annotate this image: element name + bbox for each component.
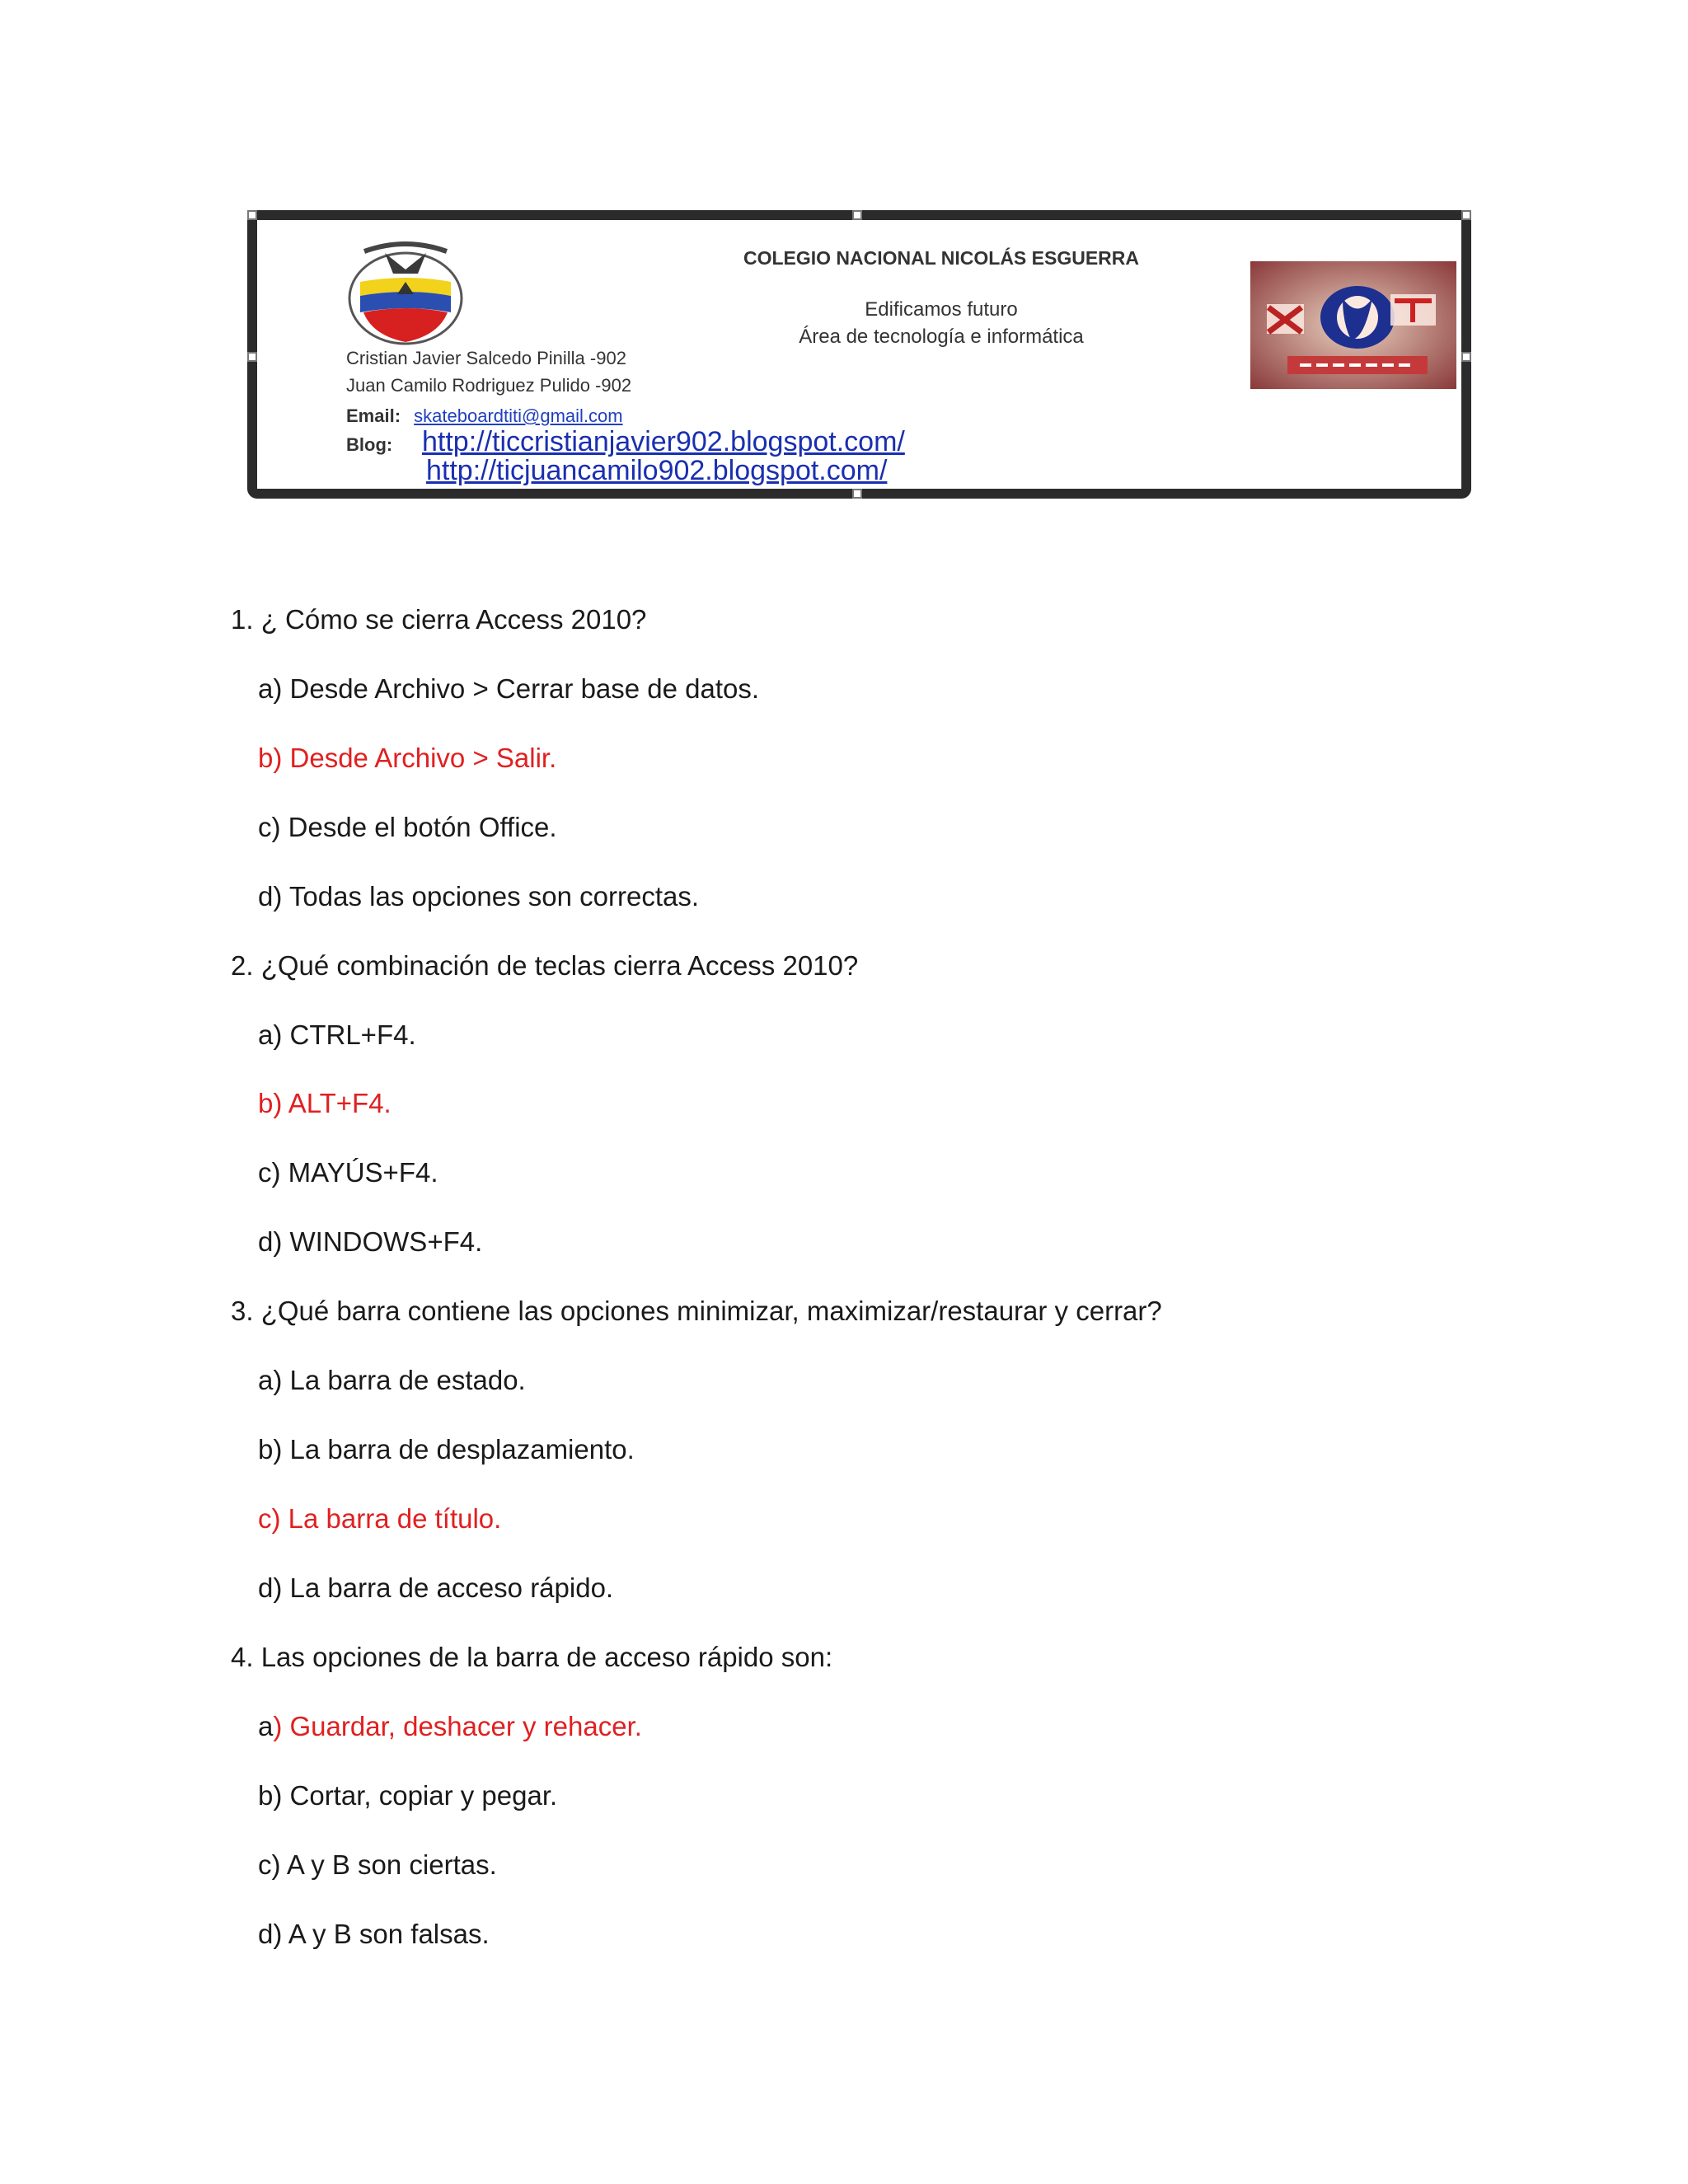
option-3b: b) La barra de desplazamiento.	[258, 1434, 635, 1465]
resize-handle-top-left[interactable]	[247, 210, 257, 220]
option-1d: d) Todas las opciones son correctas.	[258, 881, 700, 912]
option-3d: d) La barra de acceso rápido.	[258, 1572, 614, 1603]
option-4a-prefix: a	[258, 1711, 274, 1741]
option-2b-correct: b) ALT+F4.	[258, 1088, 392, 1118]
resize-handle-bottom[interactable]	[852, 489, 862, 499]
option-4c: c) A y B son ciertas.	[258, 1849, 497, 1880]
resize-handle-top-right[interactable]	[1461, 210, 1471, 220]
question-1: 1. ¿ Cómo se cierra Access 2010?	[231, 604, 647, 635]
question-3: 3. ¿Qué barra contiene las opciones minimizar, maximizar/restaurar y cerrar?	[231, 1296, 1162, 1326]
resize-handle-right[interactable]	[1461, 352, 1471, 362]
blog-label: Blog:	[346, 434, 393, 455]
option-4b: b) Cortar, copiar y pegar.	[258, 1780, 558, 1811]
student-name-2: Juan Camilo Rodriguez Pulido -902	[346, 375, 632, 396]
student-name-1: Cristian Javier Salcedo Pinilla -902	[346, 348, 626, 368]
school-motto: Edificamos futuro	[865, 298, 1018, 321]
email-row	[346, 405, 623, 427]
option-4a-text: ) Guardar, deshacer y rehacer.	[273, 1711, 642, 1741]
option-4a-correct	[258, 1711, 642, 1742]
option-2d: d) WINDOWS+F4.	[258, 1226, 483, 1257]
tic-logo-icon	[1250, 261, 1456, 389]
school-crest-icon	[344, 237, 467, 348]
blog-link-2[interactable]: http://ticjuancamilo902.blogspot.com/	[426, 455, 888, 486]
option-1a: a) Desde Archivo > Cerrar base de datos.	[258, 673, 760, 704]
school-name: COLEGIO NACIONAL NICOLÁS ESGUERRA	[743, 247, 1140, 269]
school-area: Área de tecnología e informática	[799, 326, 1084, 348]
option-3c-correct: c) La barra de título.	[258, 1503, 502, 1534]
blog-link-1[interactable]: http://ticcristianjavier902.blogspot.com/	[422, 426, 905, 457]
option-1b-correct: b) Desde Archivo > Salir.	[258, 743, 557, 773]
resize-handle-top[interactable]	[852, 210, 862, 220]
option-2c: c) MAYÚS+F4.	[258, 1157, 438, 1188]
resize-handle-left[interactable]	[247, 352, 257, 362]
option-3a: a) La barra de estado.	[258, 1365, 526, 1395]
option-2a: a) CTRL+F4.	[258, 1019, 416, 1050]
option-4d: d) A y B son falsas.	[258, 1919, 490, 1949]
email-link[interactable]: skateboardtiti@gmail.com	[414, 405, 623, 426]
question-4: 4. Las opciones de la barra de acceso rápido son:	[231, 1642, 833, 1672]
option-1c: c) Desde el botón Office.	[258, 812, 557, 842]
question-2: 2. ¿Qué combinación de teclas cierra Access 2010?	[231, 950, 859, 981]
header-banner	[247, 210, 1471, 499]
email-label: Email:	[346, 405, 401, 426]
